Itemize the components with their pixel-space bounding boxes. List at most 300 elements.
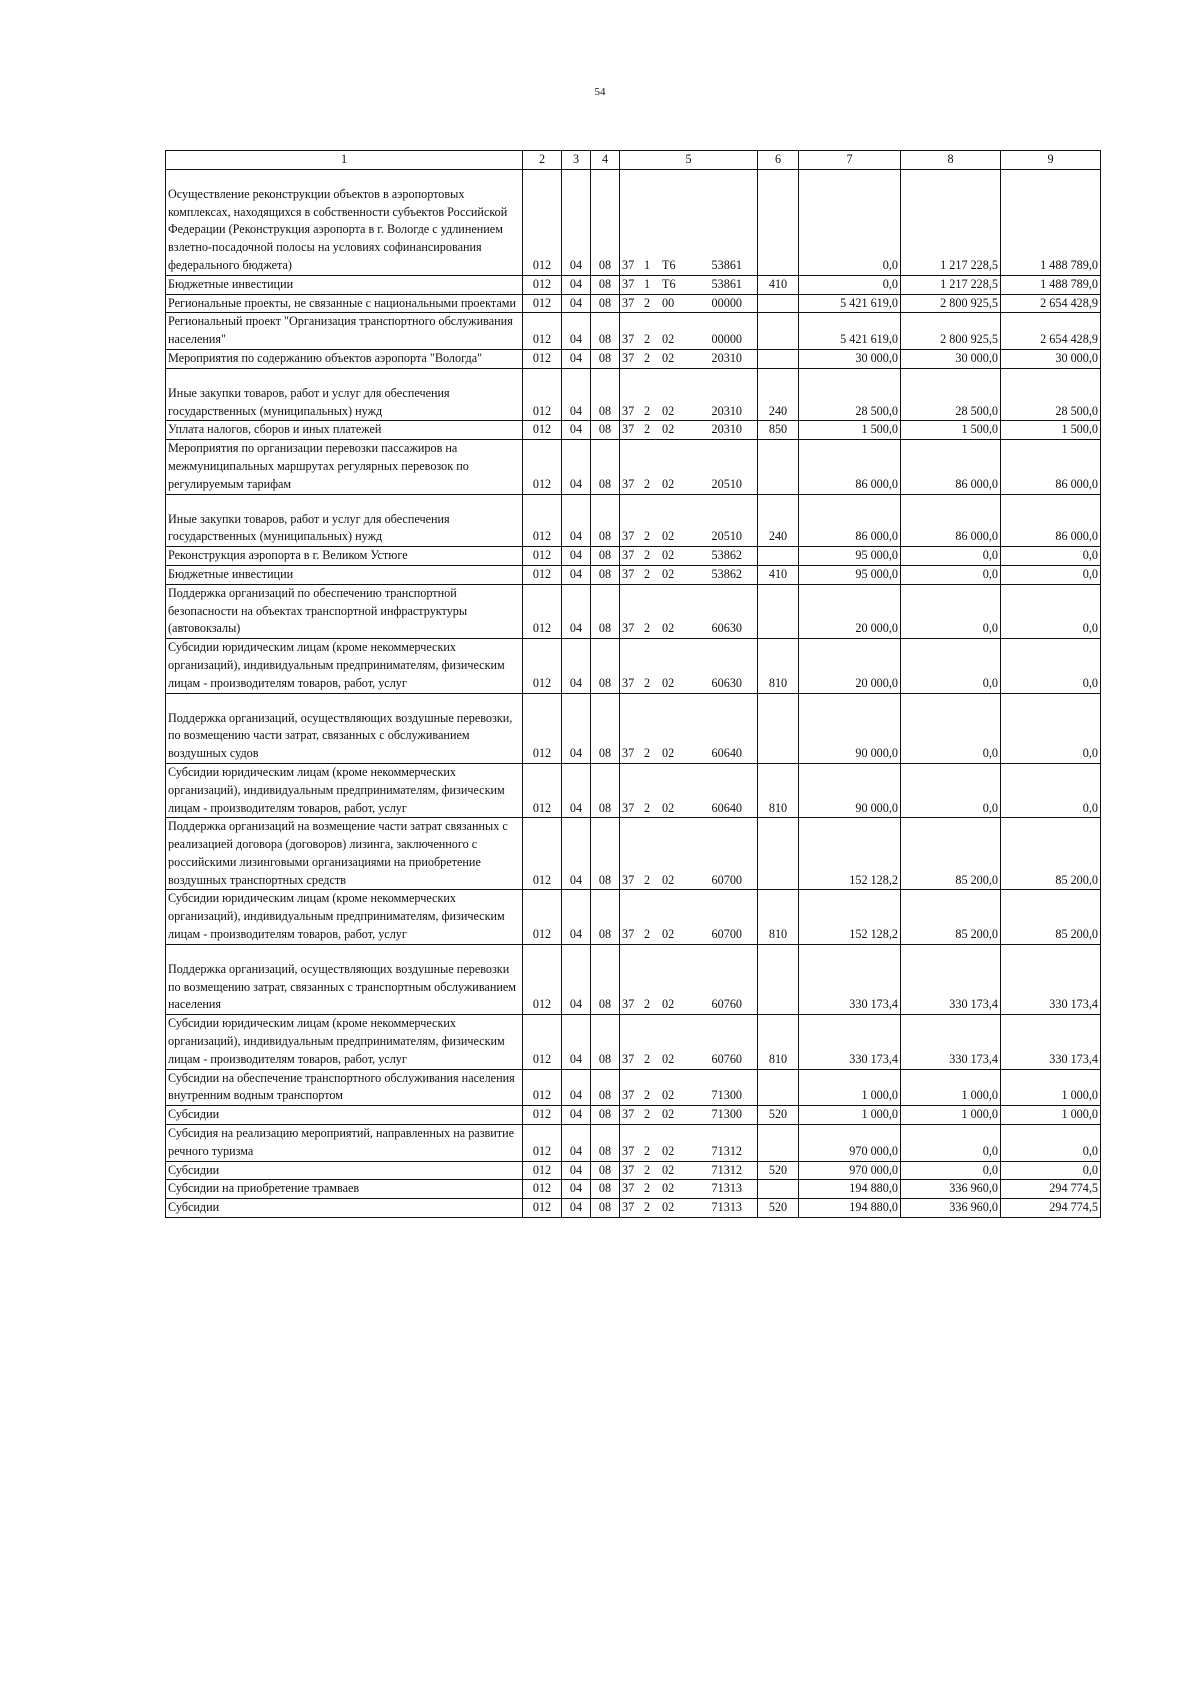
target-article-segment: 60700 (711, 872, 742, 887)
expense-type-cell: 850 (758, 421, 799, 440)
target-article-segment: 2 (644, 403, 651, 418)
subsection-code-cell: 08 (591, 494, 620, 547)
amount-col9-cell: 0,0 (1001, 693, 1101, 763)
target-article-cell (620, 421, 758, 440)
amount-col7-cell: 194 880,0 (799, 1199, 901, 1218)
row-name-cell: Бюджетные инвестиции (166, 565, 523, 584)
row-name-cell: Уплата налогов, сборов и иных платежей (166, 421, 523, 440)
table-row (166, 294, 1101, 313)
amount-col8-cell: 336 960,0 (901, 1199, 1001, 1218)
table-row (166, 169, 1101, 275)
row-name-cell: Мероприятия по организации перевозки пассажиров на межмуниципальных маршрутах регулярных перевозок по регулируемым тарифам (166, 440, 523, 494)
subsection-code-cell: 08 (591, 818, 620, 890)
target-article-segment: 20510 (711, 476, 742, 491)
expense-type-cell (758, 169, 799, 275)
target-article-cell (620, 1069, 758, 1106)
target-article-segment: 37 (622, 276, 635, 291)
row-name-cell: Субсидии на обеспечение транспортного обслуживания населения внутренним водным транспортом (166, 1069, 523, 1106)
amount-col7-cell: 5 421 619,0 (799, 313, 901, 350)
target-article-cell (620, 584, 758, 638)
row-name-cell: Субсидии на приобретение трамваев (166, 1180, 523, 1199)
subsection-code-cell: 08 (591, 693, 620, 763)
table-row (166, 584, 1101, 638)
section-code-cell: 04 (562, 565, 591, 584)
amount-col8-cell: 336 960,0 (901, 1180, 1001, 1199)
section-code-cell: 04 (562, 547, 591, 566)
subsection-code-cell: 08 (591, 1180, 620, 1199)
section-code-cell: 04 (562, 890, 591, 944)
target-article-segment: 71312 (711, 1143, 742, 1158)
table-row (166, 1180, 1101, 1199)
amount-col9-cell: 0,0 (1001, 584, 1101, 638)
table-row (166, 890, 1101, 944)
target-article-segment: 60630 (711, 621, 742, 636)
target-article-cell (620, 639, 758, 693)
target-article-cell (620, 818, 758, 890)
target-article-segment: 2 (644, 1181, 651, 1196)
table-row (166, 1069, 1101, 1106)
section-code-cell: 04 (562, 1161, 591, 1180)
header-cell: 7 (799, 151, 901, 170)
amount-col7-cell: 86 000,0 (799, 440, 901, 494)
target-article-segment: 02 (662, 548, 675, 563)
target-article-segment: 02 (662, 927, 675, 942)
expense-type-cell: 410 (758, 275, 799, 294)
subsection-code-cell: 08 (591, 1161, 620, 1180)
target-article-segment: 00 (662, 295, 675, 310)
table-row (166, 818, 1101, 890)
target-article-cell (620, 349, 758, 368)
subsection-code-cell: 08 (591, 1015, 620, 1069)
target-article-segment: 02 (662, 997, 675, 1012)
target-article-segment: 02 (662, 1181, 675, 1196)
subsection-code-cell: 08 (591, 421, 620, 440)
expense-type-cell (758, 313, 799, 350)
amount-col7-cell: 152 128,2 (799, 890, 901, 944)
target-article-segment: 2 (644, 675, 651, 690)
section-code-cell: 04 (562, 1069, 591, 1106)
amount-col9-cell: 330 173,4 (1001, 944, 1101, 1014)
row-name-cell: Субсидии юридическим лицам (кроме некоммерческих организаций), индивидуальным предпринимателям, физическим лицам - производителям товаров, работ, услуг (166, 890, 523, 944)
amount-col7-cell: 1 000,0 (799, 1069, 901, 1106)
ministry-code-cell: 012 (523, 349, 562, 368)
ministry-code-cell: 012 (523, 1106, 562, 1125)
subsection-code-cell: 08 (591, 275, 620, 294)
target-article-segment: 60630 (711, 675, 742, 690)
expense-type-cell: 810 (758, 890, 799, 944)
ministry-code-cell: 012 (523, 169, 562, 275)
row-name-cell: Субсидии юридическим лицам (кроме некоммерческих организаций), индивидуальным предпринимателям, физическим лицам - производителям товаров, работ, услуг (166, 1015, 523, 1069)
ministry-code-cell: 012 (523, 693, 562, 763)
subsection-code-cell: 08 (591, 639, 620, 693)
target-article-segment: 2 (644, 997, 651, 1012)
amount-col9-cell: 1 488 789,0 (1001, 275, 1101, 294)
ministry-code-cell: 012 (523, 565, 562, 584)
table-row (166, 565, 1101, 584)
row-name-cell: Региональные проекты, не связанные с национальными проектами (166, 294, 523, 313)
expense-type-cell: 810 (758, 1015, 799, 1069)
section-code-cell: 04 (562, 169, 591, 275)
expense-type-cell: 520 (758, 1106, 799, 1125)
amount-col8-cell: 0,0 (901, 639, 1001, 693)
expense-type-cell (758, 818, 799, 890)
amount-col8-cell: 86 000,0 (901, 440, 1001, 494)
amount-col9-cell: 0,0 (1001, 565, 1101, 584)
amount-col7-cell: 970 000,0 (799, 1161, 901, 1180)
target-article-segment: 37 (622, 295, 635, 310)
amount-col7-cell: 90 000,0 (799, 763, 901, 817)
header-cell: 1 (166, 151, 523, 170)
target-article-segment: 2 (644, 422, 651, 437)
target-article-segment: 37 (622, 1181, 635, 1196)
target-article-segment: 20510 (711, 529, 742, 544)
row-name-cell: Иные закупки товаров, работ и услуг для обеспечения государственных (муниципальных) нужд (166, 368, 523, 421)
expense-type-cell (758, 294, 799, 313)
target-article-segment: 00000 (711, 295, 742, 310)
subsection-code-cell: 08 (591, 763, 620, 817)
row-name-cell: Поддержка организаций, осуществляющих воздушные перевозки по возмещению затрат, связанных с транспортным обслуживанием населения (166, 944, 523, 1014)
expense-type-cell (758, 349, 799, 368)
target-article-cell (620, 494, 758, 547)
amount-col9-cell: 28 500,0 (1001, 368, 1101, 421)
target-article-segment: 37 (622, 872, 635, 887)
target-article-segment: 2 (644, 746, 651, 761)
amount-col8-cell: 85 200,0 (901, 818, 1001, 890)
amount-col8-cell: 86 000,0 (901, 494, 1001, 547)
subsection-code-cell: 08 (591, 368, 620, 421)
amount-col8-cell: 330 173,4 (901, 1015, 1001, 1069)
target-article-segment: 37 (622, 529, 635, 544)
amount-col9-cell: 0,0 (1001, 547, 1101, 566)
amount-col9-cell: 2 654 428,9 (1001, 294, 1101, 313)
expense-type-cell (758, 584, 799, 638)
target-article-segment: 2 (644, 872, 651, 887)
target-article-segment: 02 (662, 1200, 675, 1215)
table-row (166, 1161, 1101, 1180)
ministry-code-cell: 012 (523, 275, 562, 294)
ministry-code-cell: 012 (523, 294, 562, 313)
ministry-code-cell: 012 (523, 1069, 562, 1106)
ministry-code-cell: 012 (523, 494, 562, 547)
table-row (166, 440, 1101, 494)
table-row (166, 1199, 1101, 1218)
amount-col9-cell: 294 774,5 (1001, 1180, 1101, 1199)
amount-col7-cell: 90 000,0 (799, 693, 901, 763)
target-article-segment: 53861 (711, 257, 742, 272)
target-article-cell (620, 565, 758, 584)
subsection-code-cell: 08 (591, 169, 620, 275)
target-article-segment: Т6 (662, 257, 676, 272)
table-row (166, 547, 1101, 566)
amount-col8-cell: 30 000,0 (901, 349, 1001, 368)
target-article-segment: 60760 (711, 997, 742, 1012)
target-article-segment: 02 (662, 566, 675, 581)
target-article-segment: 37 (622, 746, 635, 761)
target-article-cell (620, 1125, 758, 1162)
ministry-code-cell: 012 (523, 547, 562, 566)
amount-col9-cell: 0,0 (1001, 1161, 1101, 1180)
target-article-segment: 71312 (711, 1162, 742, 1177)
target-article-cell (620, 763, 758, 817)
row-name-cell: Субсидия на реализацию мероприятий, направленных на развитие речного туризма (166, 1125, 523, 1162)
target-article-segment: 2 (644, 1051, 651, 1066)
expense-type-cell (758, 693, 799, 763)
section-code-cell: 04 (562, 1125, 591, 1162)
target-article-cell (620, 1106, 758, 1125)
amount-col9-cell: 30 000,0 (1001, 349, 1101, 368)
row-name-cell: Мероприятия по содержанию объектов аэропорта "Вологда" (166, 349, 523, 368)
row-name-cell: Субсидии юридическим лицам (кроме некоммерческих организаций), индивидуальным предпринимателям, физическим лицам - производителям товаров, работ, услуг (166, 639, 523, 693)
ministry-code-cell: 012 (523, 818, 562, 890)
amount-col7-cell: 152 128,2 (799, 818, 901, 890)
budget-table (165, 150, 1101, 1218)
amount-col7-cell: 0,0 (799, 169, 901, 275)
amount-col9-cell: 0,0 (1001, 763, 1101, 817)
header-cell: 5 (620, 151, 758, 170)
target-article-segment: 2 (644, 1200, 651, 1215)
amount-col7-cell: 95 000,0 (799, 547, 901, 566)
table-row (166, 275, 1101, 294)
amount-col9-cell: 330 173,4 (1001, 1015, 1101, 1069)
row-name-cell: Иные закупки товаров, работ и услуг для обеспечения государственных (муниципальных) нужд (166, 494, 523, 547)
amount-col8-cell: 1 000,0 (901, 1106, 1001, 1125)
target-article-segment: 02 (662, 746, 675, 761)
table-row (166, 421, 1101, 440)
target-article-cell (620, 1199, 758, 1218)
row-name-cell: Поддержка организаций, осуществляющих воздушные перевозки, по возмещению части затрат, связанных с обслуживанием воздушных судов (166, 693, 523, 763)
target-article-segment: 60700 (711, 927, 742, 942)
section-code-cell: 04 (562, 313, 591, 350)
target-article-segment: 37 (622, 476, 635, 491)
amount-col7-cell: 194 880,0 (799, 1180, 901, 1199)
expense-type-cell (758, 1069, 799, 1106)
amount-col9-cell: 2 654 428,9 (1001, 313, 1101, 350)
target-article-segment: 2 (644, 1088, 651, 1103)
section-code-cell: 04 (562, 639, 591, 693)
target-article-cell (620, 368, 758, 421)
row-name-cell: Бюджетные инвестиции (166, 275, 523, 294)
amount-col8-cell: 0,0 (901, 584, 1001, 638)
table-row (166, 763, 1101, 817)
amount-col8-cell: 2 800 925,5 (901, 313, 1001, 350)
amount-col7-cell: 20 000,0 (799, 584, 901, 638)
target-article-segment: 37 (622, 1162, 635, 1177)
row-name-cell: Поддержка организаций на возмещение части затрат связанных с реализацией договора (договоров) лизинга, заключенного с российскими лизинговыми организациями на приобретение воздушных транспортных средств (166, 818, 523, 890)
section-code-cell: 04 (562, 693, 591, 763)
subsection-code-cell: 08 (591, 547, 620, 566)
amount-col9-cell: 294 774,5 (1001, 1199, 1101, 1218)
amount-col8-cell: 0,0 (901, 1161, 1001, 1180)
target-article-segment: 37 (622, 621, 635, 636)
target-article-segment: 37 (622, 997, 635, 1012)
table-row (166, 1125, 1101, 1162)
amount-col8-cell: 2 800 925,5 (901, 294, 1001, 313)
target-article-segment: 71313 (711, 1181, 742, 1196)
header-cell: 4 (591, 151, 620, 170)
target-article-segment: 02 (662, 332, 675, 347)
amount-col7-cell: 330 173,4 (799, 944, 901, 1014)
target-article-segment: 37 (622, 257, 635, 272)
row-name-cell: Субсидии (166, 1161, 523, 1180)
target-article-cell (620, 169, 758, 275)
target-article-segment: 2 (644, 800, 651, 815)
target-article-cell (620, 1015, 758, 1069)
amount-col8-cell: 0,0 (901, 565, 1001, 584)
target-article-segment: 37 (622, 350, 635, 365)
target-article-segment: 60640 (711, 746, 742, 761)
target-article-cell (620, 1161, 758, 1180)
target-article-segment: 60640 (711, 800, 742, 815)
header-cell: 3 (562, 151, 591, 170)
section-code-cell: 04 (562, 275, 591, 294)
amount-col9-cell: 86 000,0 (1001, 440, 1101, 494)
section-code-cell: 04 (562, 944, 591, 1014)
target-article-segment: 71300 (711, 1107, 742, 1122)
amount-col9-cell: 86 000,0 (1001, 494, 1101, 547)
amount-col9-cell: 85 200,0 (1001, 890, 1101, 944)
ministry-code-cell: 012 (523, 313, 562, 350)
target-article-cell (620, 944, 758, 1014)
target-article-segment: 71313 (711, 1200, 742, 1215)
page-number: 54 (594, 86, 606, 98)
amount-col8-cell: 1 000,0 (901, 1069, 1001, 1106)
amount-col8-cell: 28 500,0 (901, 368, 1001, 421)
header-cell: 2 (523, 151, 562, 170)
target-article-segment: 2 (644, 1107, 651, 1122)
subsection-code-cell: 08 (591, 294, 620, 313)
target-article-segment: 37 (622, 1107, 635, 1122)
target-article-segment: 02 (662, 422, 675, 437)
target-article-segment: 2 (644, 1162, 651, 1177)
amount-col7-cell: 30 000,0 (799, 349, 901, 368)
amount-col9-cell: 1 000,0 (1001, 1106, 1101, 1125)
section-code-cell: 04 (562, 1015, 591, 1069)
target-article-segment: 02 (662, 675, 675, 690)
amount-col8-cell: 1 217 228,5 (901, 275, 1001, 294)
section-code-cell: 04 (562, 763, 591, 817)
target-article-cell (620, 294, 758, 313)
amount-col7-cell: 95 000,0 (799, 565, 901, 584)
target-article-segment: 37 (622, 566, 635, 581)
section-code-cell: 04 (562, 584, 591, 638)
target-article-segment: 02 (662, 476, 675, 491)
amount-col8-cell: 0,0 (901, 547, 1001, 566)
table-row (166, 494, 1101, 547)
subsection-code-cell: 08 (591, 1106, 620, 1125)
amount-col7-cell: 970 000,0 (799, 1125, 901, 1162)
subsection-code-cell: 08 (591, 440, 620, 494)
header-row (166, 151, 1101, 170)
target-article-segment: 53862 (711, 548, 742, 563)
amount-col9-cell: 1 488 789,0 (1001, 169, 1101, 275)
ministry-code-cell: 012 (523, 1161, 562, 1180)
target-article-cell (620, 890, 758, 944)
row-name-cell: Региональный проект "Организация транспортного обслуживания населения" (166, 313, 523, 350)
table-body (166, 169, 1101, 1217)
ministry-code-cell: 012 (523, 639, 562, 693)
table-row (166, 349, 1101, 368)
target-article-cell (620, 275, 758, 294)
expense-type-cell: 520 (758, 1161, 799, 1180)
target-article-segment: 53862 (711, 566, 742, 581)
target-article-segment: 2 (644, 566, 651, 581)
table-row (166, 1106, 1101, 1125)
table-row (166, 693, 1101, 763)
target-article-segment: 37 (622, 675, 635, 690)
target-article-cell (620, 547, 758, 566)
amount-col8-cell: 330 173,4 (901, 944, 1001, 1014)
ministry-code-cell: 012 (523, 1015, 562, 1069)
subsection-code-cell: 08 (591, 565, 620, 584)
amount-col7-cell: 330 173,4 (799, 1015, 901, 1069)
target-article-cell (620, 440, 758, 494)
target-article-segment: 2 (644, 332, 651, 347)
target-article-segment: 2 (644, 1143, 651, 1158)
section-code-cell: 04 (562, 1106, 591, 1125)
amount-col7-cell: 1 500,0 (799, 421, 901, 440)
target-article-cell (620, 693, 758, 763)
target-article-segment: 37 (622, 548, 635, 563)
expense-type-cell (758, 440, 799, 494)
target-article-segment: 60760 (711, 1051, 742, 1066)
section-code-cell: 04 (562, 440, 591, 494)
target-article-segment: 00000 (711, 332, 742, 347)
section-code-cell: 04 (562, 294, 591, 313)
target-article-segment: 02 (662, 800, 675, 815)
target-article-segment: 71300 (711, 1088, 742, 1103)
target-article-segment: 37 (622, 1200, 635, 1215)
amount-col8-cell: 85 200,0 (901, 890, 1001, 944)
ministry-code-cell: 012 (523, 944, 562, 1014)
table-row (166, 944, 1101, 1014)
target-article-segment: 02 (662, 1143, 675, 1158)
target-article-segment: 02 (662, 1051, 675, 1066)
header-cell: 9 (1001, 151, 1101, 170)
subsection-code-cell: 08 (591, 890, 620, 944)
table-row (166, 639, 1101, 693)
ministry-code-cell: 012 (523, 584, 562, 638)
ministry-code-cell: 012 (523, 1125, 562, 1162)
expense-type-cell: 410 (758, 565, 799, 584)
amount-col8-cell: 1 500,0 (901, 421, 1001, 440)
target-article-segment: 37 (622, 927, 635, 942)
amount-col7-cell: 0,0 (799, 275, 901, 294)
section-code-cell: 04 (562, 421, 591, 440)
header-cell: 8 (901, 151, 1001, 170)
section-code-cell: 04 (562, 349, 591, 368)
target-article-segment: 02 (662, 529, 675, 544)
target-article-segment: Т6 (662, 276, 676, 291)
amount-col9-cell: 1 500,0 (1001, 421, 1101, 440)
target-article-segment: 20310 (711, 422, 742, 437)
target-article-segment: 37 (622, 1088, 635, 1103)
target-article-segment: 20310 (711, 403, 742, 418)
table-row (166, 313, 1101, 350)
row-name-cell: Субсидии юридическим лицам (кроме некоммерческих организаций), индивидуальным предпринимателям, физическим лицам - производителям товаров, работ, услуг (166, 763, 523, 817)
ministry-code-cell: 012 (523, 368, 562, 421)
target-article-segment: 37 (622, 800, 635, 815)
expense-type-cell: 520 (758, 1199, 799, 1218)
target-article-segment: 2 (644, 621, 651, 636)
target-article-segment: 1 (644, 276, 651, 291)
expense-type-cell (758, 547, 799, 566)
target-article-segment: 2 (644, 927, 651, 942)
ministry-code-cell: 012 (523, 421, 562, 440)
ministry-code-cell: 012 (523, 890, 562, 944)
ministry-code-cell: 012 (523, 763, 562, 817)
row-name-cell: Реконструкция аэропорта в г. Великом Устюге (166, 547, 523, 566)
amount-col8-cell: 1 217 228,5 (901, 169, 1001, 275)
